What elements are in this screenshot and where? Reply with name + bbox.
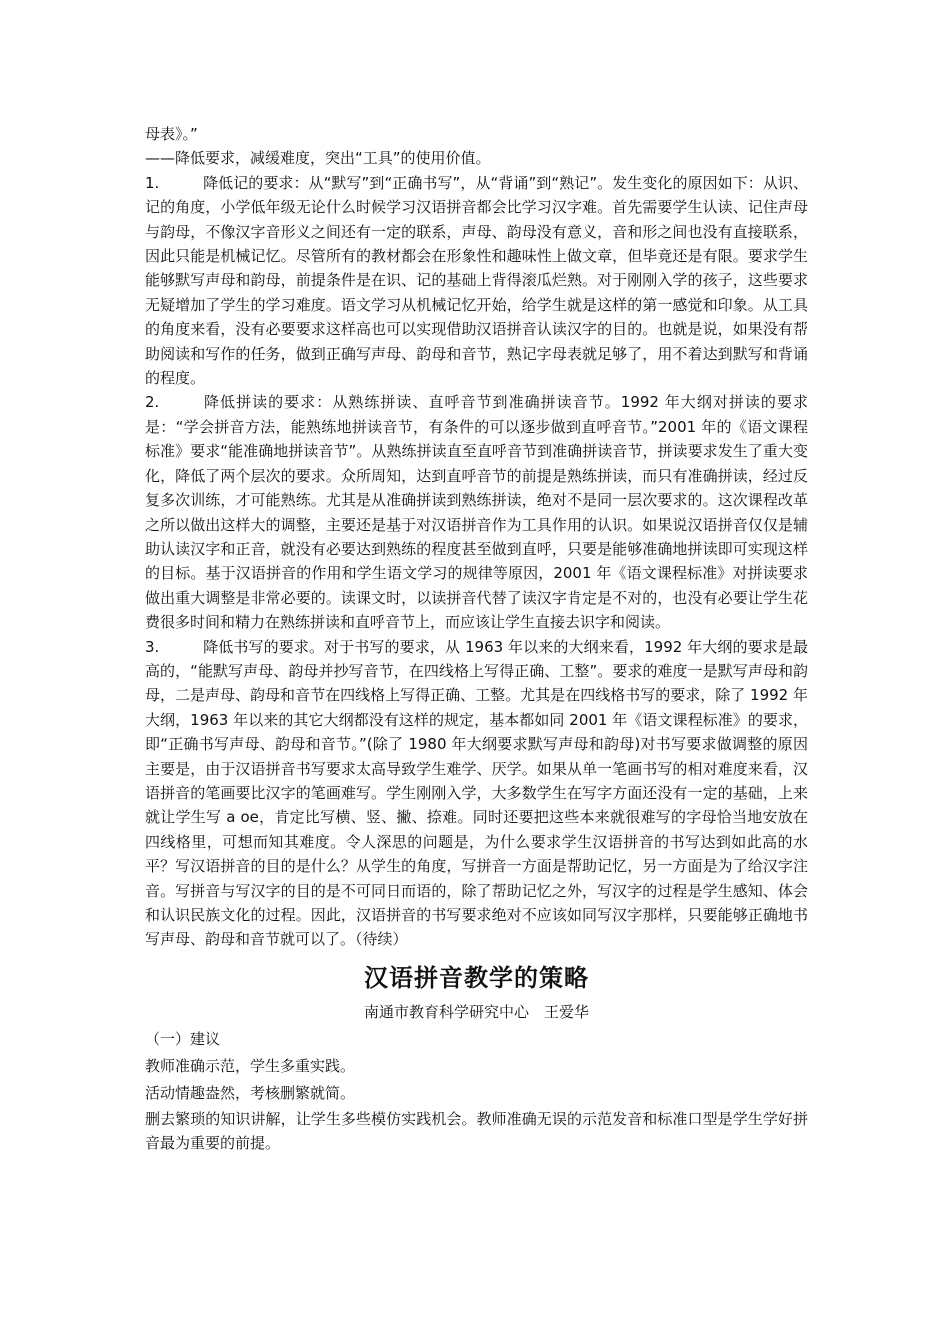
paragraph: 删去繁琐的知识讲解，让学生多些模仿实践机会。教师准确无误的示范发音和标准口型是学生学好拼音最为重要的前提。 [145, 1109, 808, 1153]
text-line: 活动情趣盎然，考核删繁就简。 [145, 1083, 356, 1102]
numbered-paragraph-2 [145, 390, 808, 634]
article-title: 汉语拼音教学的策略 [364, 963, 589, 992]
text-line: 母表》。” [145, 125, 198, 143]
item-number: 2. [145, 393, 160, 412]
item-number: 1. [145, 173, 160, 192]
item-number: 3. [145, 637, 160, 656]
numbered-paragraph-1 [145, 171, 808, 391]
article-author: 南通市教育科学研究中心 王爱华 [363, 1002, 589, 1021]
item-text: 降低拼读的要求：从熟练拼读、直呼音节到准确拼读音节。1992 年大纲对拼读的要求是：“学会拼音方法，能熟练地拼读音节，有条件的可以逐步做到直呼音节。”2001 年的《语文课程标准》要求“能准确地拼读音节”。从熟练拼读直至直呼音节到准确拼读音节，拼读要求发生了重大变化，降低了两个层次的要求。众所周知，达到直呼音节的前提是熟练拼读，而只有准确拼读，经过反复多次训练，才可能熟练。尤其是从准确拼读到熟练拼读，绝对不是同一层次要求的。这次课程改革之所以做出这样大的调整，主要还是基于对汉语拼音作为工具作用的认识。如果说汉语拼音仅仅是辅助认读汉字和正音，就没有必要达到熟练的程度甚至做到直呼，只要是能够准确地拼读即可实现这样的目标。基于汉语拼音的作用和学生语文学习的规律等原因，2001 年《语文课程标准》对拼读要求做出重大调整是非常必要的。读课文时，以读拼音代替了读汉字肯定是不对的，也没有必要让学生花费很多时间和精力在熟练拼读和直呼音节上，而应该让学生直接去识字和阅读。 [145, 393, 808, 632]
text-line: 教师准确示范，学生多重实践。 [145, 1056, 356, 1075]
item-text: 降低记的要求：从“默写”到“正确书写”，从“背诵”到“熟记”。发生变化的原因如下：从识、记的角度，小学低年级无论什么时候学习汉语拼音都会比学习汉字难。首先需要学生认读、记住声母与韵母，不像汉字音形义之间还有一定的联系，声母、韵母没有意义，音和形之间也没有直接联系，因此只能是机械记忆。尽管所有的教材都会在形象性和趣味性上做文章，但毕竟还是有限。要求学生能够默写声母和韵母，前提条件是在识、记的基础上背得滚瓜烂熟。对于刚刚入学的孩子，这些要求无疑增加了学生的学习难度。语文学习从机械记忆开始，给学生就是这样的第一感觉和印象。从工具的角度来看，没有必要要求这样高也可以实现借助汉语拼音认读汉字的目的。也就是说，如果没有帮助阅读和写作的任务，做到正确写声母、韵母和音节，熟记字母表就足够了，用不着达到默写和背诵的程度。 [145, 173, 808, 388]
text-line: ——降低要求，减缓难度，突出“工具”的使用价值。 [145, 149, 491, 168]
section-heading: （一）建议 [145, 1029, 221, 1048]
numbered-paragraph-3 [145, 635, 808, 952]
document-body [145, 122, 808, 1156]
item-text: 降低书写的要求。对于书写的要求，从 1963 年以来的大纲来看，1992 年大纲的要求是最高的，“能默写声母、韵母并抄写音节，在四线格上写得正确、工整”。要求的难度一是默写声母和韵母，二是声母、韵母和音节在四线格上写得正确、工整。尤其是在四线格书写的要求，除了 1992 年大纲，1963 年以来的其它大纲都没有这样的规定，基本都如同 2001 年《语文课程标准》的要求，即“正确书写声母、韵母和音节。”(除了 1980 年大纲要求默写声母和韵母)对书写要求做调整的原因主要是，由于汉语拼音书写要求太高导致学生难学、厌学。如果从单一笔画书写的相对难度来看，汉语拼音的笔画要比汉字的笔画难写。学生刚刚入学，大多数学生在写字方面还没有一定的基础，上来就让学生写 a oe，肯定比写横、竖、撇、捺难。同时还要把这些本来就很难写的字母恰当地安放在四线格里，可想而知其难度。令人深思的问题是，为什么要求学生汉语拼音的书写达到如此高的水平？写汉语拼音的目的是什么？从学生的角度，写拼音一方面是帮助记忆，另一方面是为了给汉字注音。写拼音与写汉字的目的是不可同日而语的，除了帮助记忆之外，写汉字的过程是学生感知、体会和认识民族文化的过程。因此，汉语拼音的书写要求绝对不应该如同写汉字那样，只要能够正确地书写声母、韵母和音节就可以了。（待续） [145, 637, 808, 949]
